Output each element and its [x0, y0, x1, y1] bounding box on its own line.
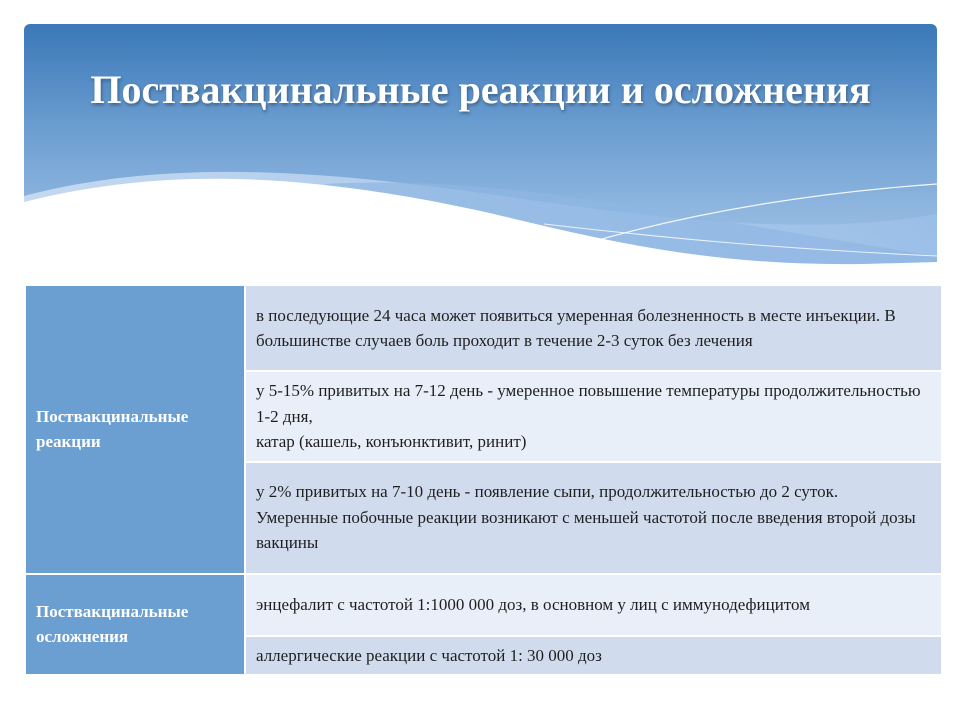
table-cell [245, 636, 942, 676]
row-header-complications: Поствакцинальные осложнения [25, 574, 245, 676]
table-row [25, 285, 942, 371]
cell-text: у 2% привитых на 7-10 день - появление сыпи, продолжительностью до 2 суток. [256, 482, 839, 502]
table-cell [245, 574, 942, 636]
cell-text: у 5-15% привитых на 7-12 день - умеренное повышение температуры продолжительностью 1-2 дня, [256, 381, 921, 426]
wave-background-graphic [24, 24, 937, 272]
table-row [25, 574, 942, 636]
cell-text: Умеренные побочные реакции возникают с меньшей частотой после введения второй дозы вакцины [256, 507, 916, 553]
slide-title: Поствакцинальные реакции и осложнения [90, 67, 871, 112]
table-cell [245, 285, 942, 371]
cell-text: катар (кашель, конъюнктивит, ринит) [256, 432, 527, 451]
title-banner [24, 24, 937, 272]
row-header-reactions: Поствакцинальные реакции [25, 285, 245, 574]
cell-text: аллергические реакции с частотой 1: 30 000 доз [256, 645, 602, 665]
table-cell [245, 462, 942, 574]
reactions-table [24, 284, 943, 676]
cell-text: энцефалит с частотой 1:1000 000 доз, в основном у лиц с иммунодефицитом [256, 594, 810, 614]
cell-text: в последующие 24 часа может появиться умеренная болезненность в месте инъекции. В большинстве случаев боль проходит в течение 2-3 суток без лечения [256, 305, 896, 350]
table-cell [245, 371, 942, 462]
